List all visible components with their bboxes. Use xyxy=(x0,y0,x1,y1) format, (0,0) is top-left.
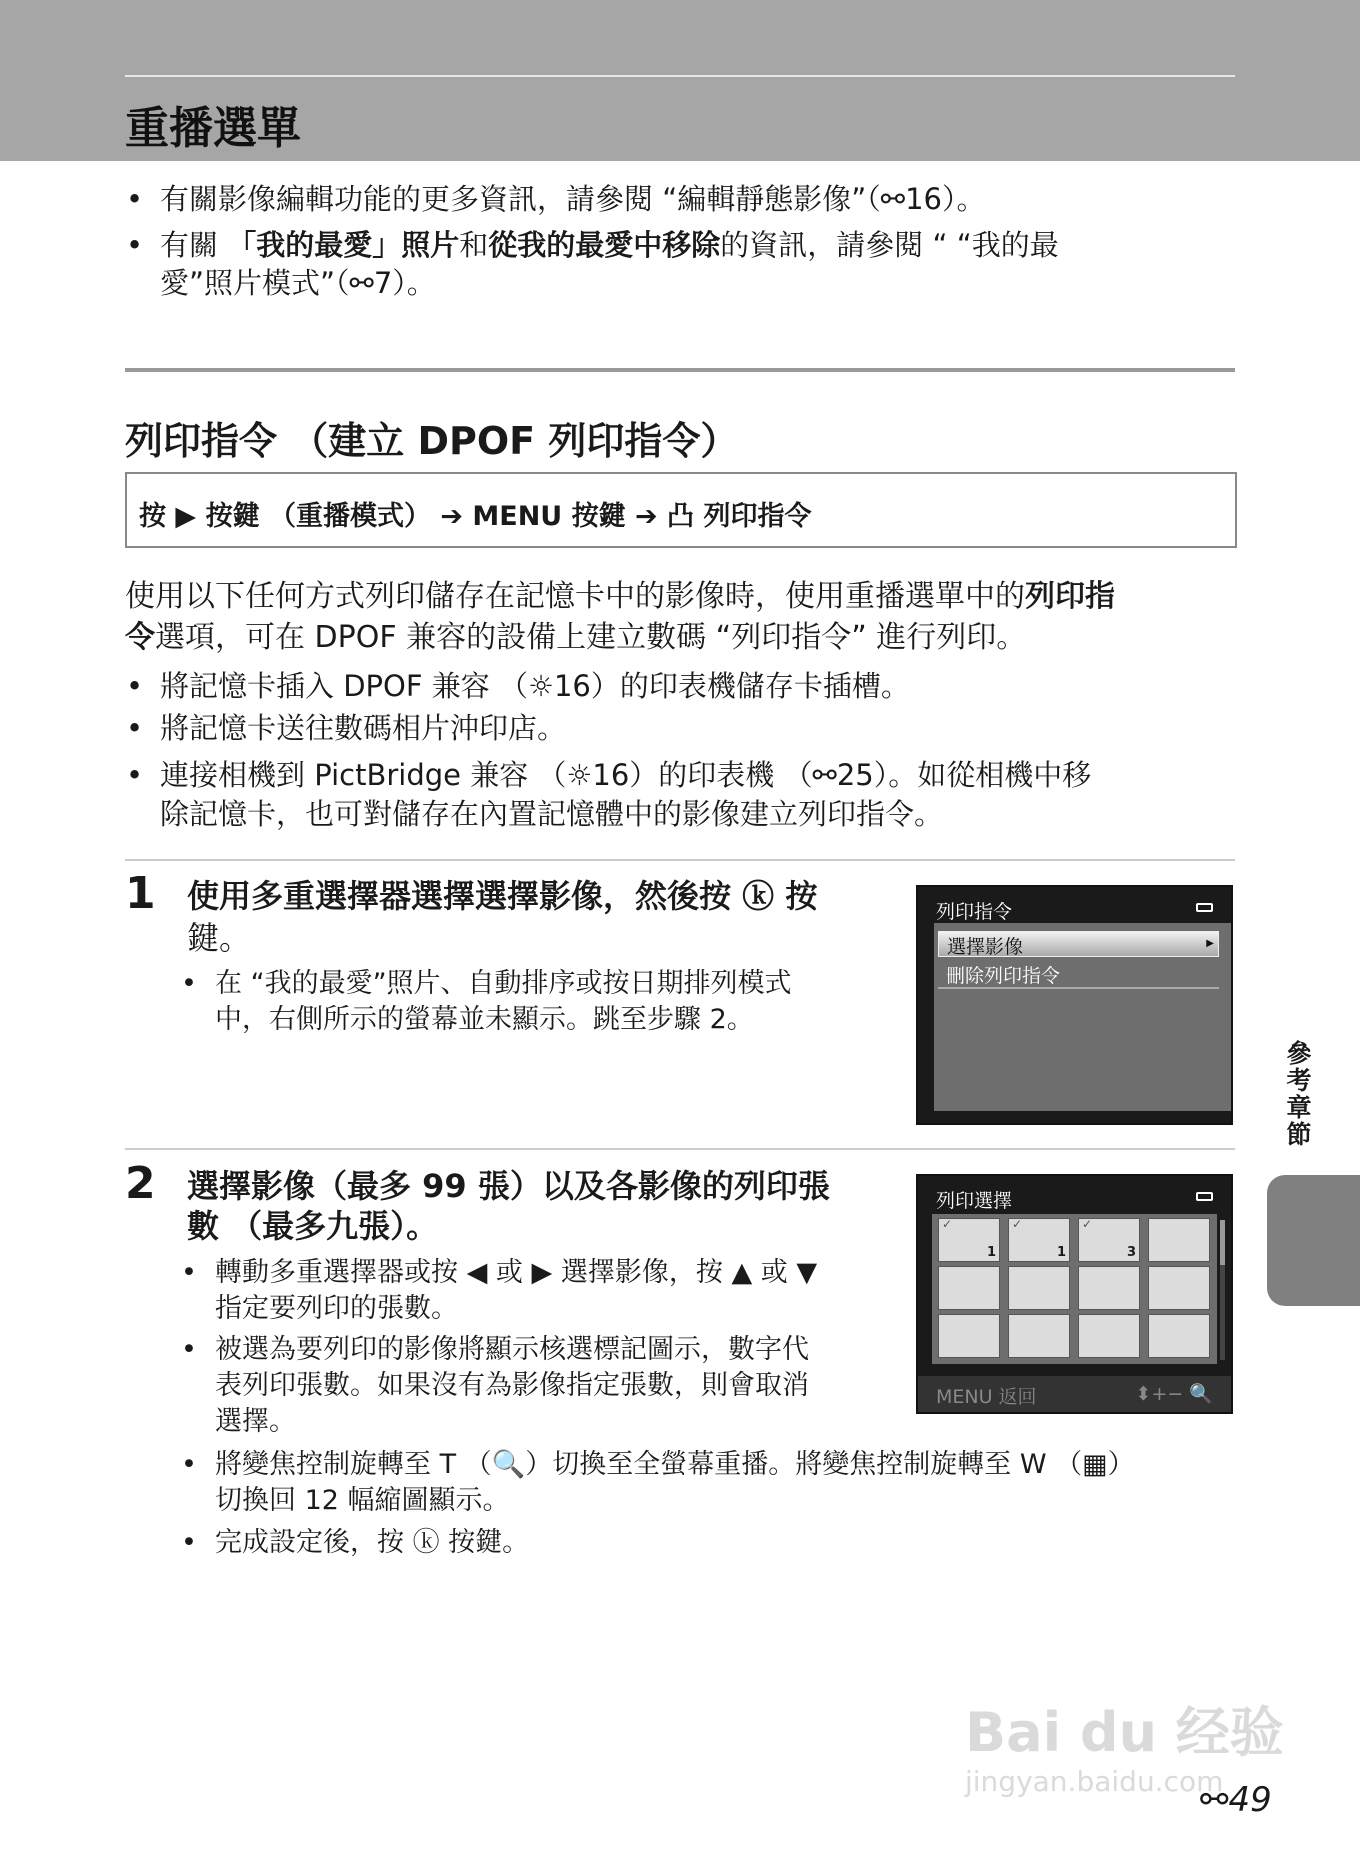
menu-item-select-images[interactable]: 選擇影像 ▶ xyxy=(938,931,1219,957)
page-title: 重播選單 xyxy=(125,103,301,154)
thumbnail[interactable] xyxy=(938,1314,1000,1358)
step2-sub-2-cont: 表列印張數。如果沒有為影像指定張數，則會取消 xyxy=(215,1370,809,1401)
navigation-path: 按 ▶ 按鍵 （重播模式） ➔ MENU 按鍵 ➔ 凸 列印指令 xyxy=(125,472,1237,548)
header-line xyxy=(125,75,1235,77)
thumbnail[interactable] xyxy=(1148,1218,1210,1262)
watermark-url: jingyan.baidu.com xyxy=(965,1765,1224,1798)
body-bullet-3-cont: 除記憶卡，也可對儲存在內置記憶體中的影像建立列印指令。 xyxy=(160,797,944,831)
divider xyxy=(125,859,1235,861)
step-number: 2 xyxy=(125,1158,156,1209)
check-icon: ✓ xyxy=(1082,1217,1093,1231)
thumbnail-grid xyxy=(932,1214,1217,1364)
check-icon: ✓ xyxy=(1012,1217,1023,1231)
section-title: 列印指令 （建立 DPOF 列印指令） xyxy=(125,419,739,463)
menu-item-delete-print-order[interactable]: 刪除列印指令 xyxy=(946,965,1061,987)
step1-sub-cont: 中，右側所示的螢幕並未顯示。跳至步驟 2。 xyxy=(215,1004,754,1035)
back-hint: MENU 返回 xyxy=(936,1386,1037,1408)
thumbnail[interactable] xyxy=(1008,1266,1070,1310)
step2-sub-3-cont: 切換回 12 幅縮圖顯示。 xyxy=(215,1485,510,1516)
intro-bullet-2: • 有關 「我的最愛」照片和從我的最愛中移除的資訊，請參閱 “ “我的最 xyxy=(160,227,1059,263)
step1-text-cont: 鍵。 xyxy=(187,919,252,957)
thumbnail[interactable] xyxy=(1078,1218,1140,1262)
step2-text-cont: 數 （最多九張）。 xyxy=(187,1207,439,1245)
thumbnail[interactable] xyxy=(1148,1266,1210,1310)
step2-sub-4: • 完成設定後，按 ⓚ 按鍵。 xyxy=(215,1525,529,1561)
body-bullet-2: • 將記憶卡送往數碼相片沖印店。 xyxy=(160,710,566,746)
controls-hint: ⬍+− 🔍 xyxy=(1135,1383,1213,1405)
step1-text: 使用多重選擇器選擇選擇影像，然後按 ⓚ 按 xyxy=(187,877,818,915)
thumbnail[interactable] xyxy=(1148,1314,1210,1358)
step2-sub-1: • 轉動多重選擇器或按 ◀ 或 ▶ 選擇影像，按 ▲ 或 ▼ xyxy=(215,1255,817,1291)
battery-icon xyxy=(1196,1192,1213,1201)
thumbnail[interactable] xyxy=(1008,1314,1070,1358)
camera-screen-print-selection xyxy=(916,1174,1233,1414)
screen-title: 列印指令 xyxy=(936,901,1013,923)
step2-sub-3: • 將變焦控制旋轉至 T （🔍）切換至全螢幕重播。將變焦控制旋轉至 W （▦） xyxy=(215,1447,1135,1483)
battery-icon xyxy=(1196,903,1213,912)
step2-sub-2: • 被選為要列印的影像將顯示核選標記圖示，數字代 xyxy=(215,1332,809,1368)
body-bullet-3: • 連接相機到 PictBridge 兼容 （☼16）的印表機 （⚯25）。如從相機中移 xyxy=(160,757,1091,793)
side-tab-label: 參考章節 xyxy=(1283,1040,1312,1148)
thumbnail[interactable] xyxy=(938,1218,1000,1262)
camera-screen-print-order xyxy=(916,885,1233,1125)
thumbnail[interactable] xyxy=(1078,1314,1140,1358)
side-tab[interactable] xyxy=(1267,1175,1360,1306)
intro-bullet-1: • 有關影像編輯功能的更多資訊，請參閱 “編輯靜態影像”（⚯16）。 xyxy=(160,181,985,217)
watermark-logo: Bai du 经验 xyxy=(965,1701,1284,1764)
body-para-1: 使用以下任何方式列印儲存在記憶卡中的影像時，使用重播選單中的列印指 xyxy=(125,579,1115,614)
divider xyxy=(125,1148,1235,1150)
step-number: 1 xyxy=(125,868,156,919)
intro-bullet-2-cont: 愛”照片模式”（⚯7）。 xyxy=(160,266,436,300)
thumbnail[interactable] xyxy=(938,1266,1000,1310)
divider xyxy=(125,368,1235,372)
screen-footer xyxy=(918,1376,1231,1412)
print-count: 1 xyxy=(986,1245,996,1260)
thumbnail[interactable] xyxy=(1008,1218,1070,1262)
body-bullet-1: • 將記憶卡插入 DPOF 兼容 （☼16）的印表機儲存卡插槽。 xyxy=(160,668,910,704)
thumbnail[interactable] xyxy=(1078,1266,1140,1310)
step2-sub-1-cont: 指定要列印的張數。 xyxy=(215,1293,458,1324)
print-count: 3 xyxy=(1126,1245,1136,1260)
body-para-2: 令選項，可在 DPOF 兼容的設備上建立數碼 “列印指令” 進行列印。 xyxy=(125,620,1027,655)
screen-title: 列印選擇 xyxy=(936,1190,1013,1212)
step2-text: 選擇影像（最多 99 張）以及各影像的列印張 xyxy=(187,1167,830,1205)
step2-sub-2-cont: 選擇。 xyxy=(215,1406,296,1437)
step1-sub: • 在 “我的最愛”照片、自動排序或按日期排列模式 xyxy=(215,966,792,1002)
check-icon: ✓ xyxy=(942,1217,953,1231)
page-number: ⚯49 xyxy=(1200,1780,1272,1820)
print-count: 1 xyxy=(1056,1245,1066,1260)
